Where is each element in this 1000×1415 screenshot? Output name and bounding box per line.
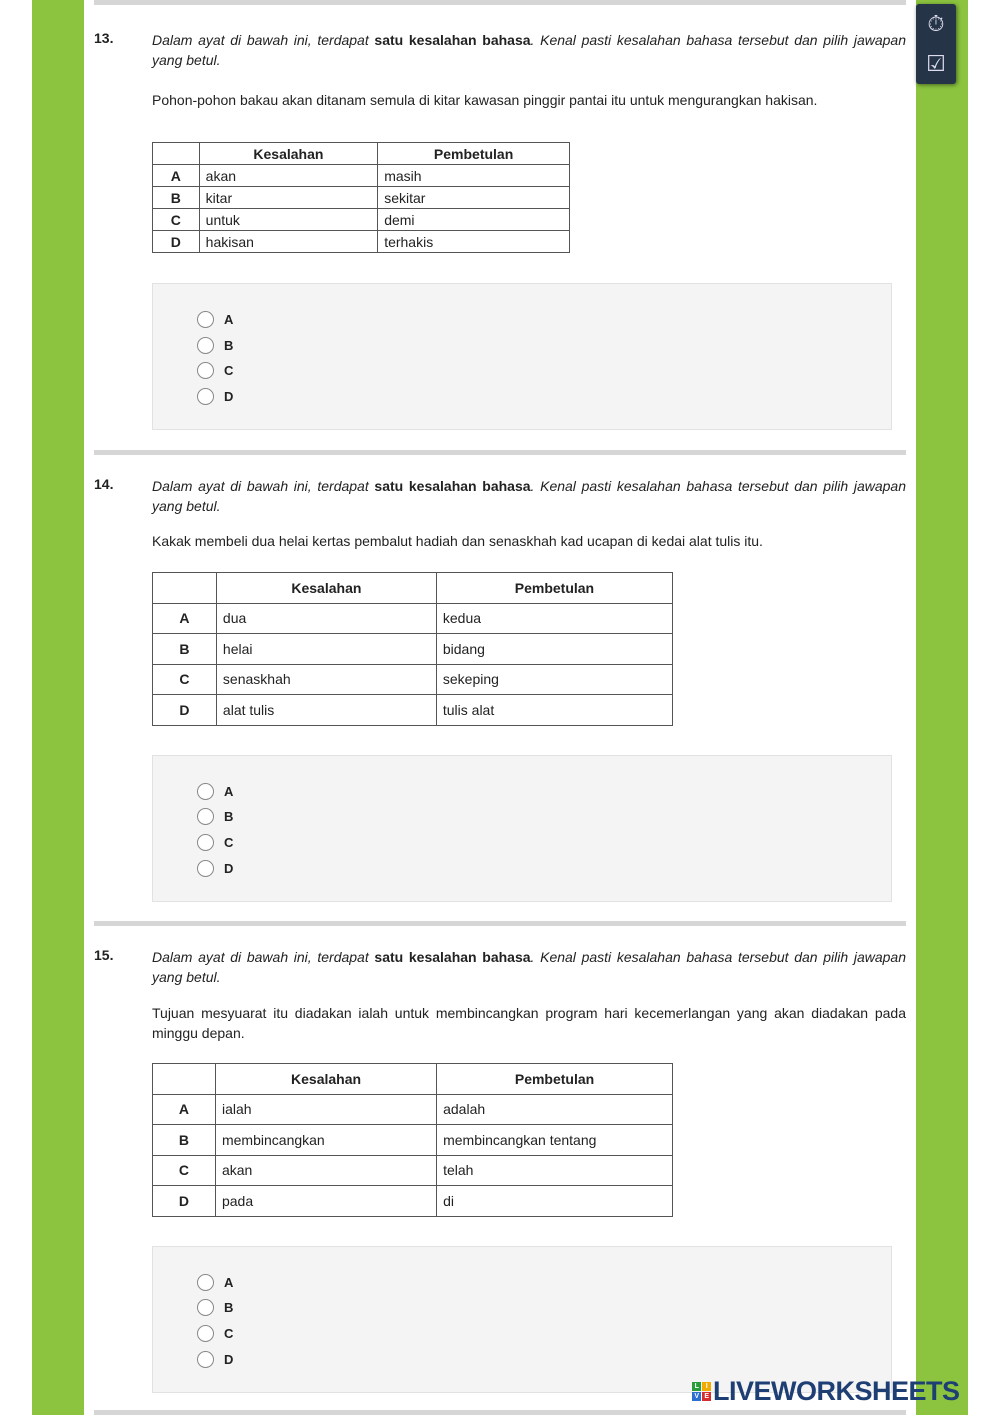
table-cell: B: [153, 634, 217, 665]
option-label: C: [224, 1326, 234, 1341]
table-cell: D: [153, 231, 200, 253]
question-instruction: [152, 30, 906, 70]
left-green-border: [32, 0, 84, 1415]
question-number: 15.: [94, 947, 114, 963]
table-header: Pembetulan: [437, 1064, 673, 1095]
instruction-bold: satu kesalahan bahasa: [374, 32, 531, 48]
question-number: 14.: [94, 476, 114, 492]
table-row: [153, 1155, 673, 1186]
radio-button[interactable]: [197, 1274, 214, 1291]
table-header: Kesalahan: [199, 143, 378, 165]
table-row: [153, 1186, 673, 1217]
table-row: [153, 187, 570, 209]
question-divider: [94, 0, 906, 5]
table-row: [153, 634, 673, 665]
liveworksheets-logo: [692, 1376, 960, 1407]
table-cell: C: [153, 664, 217, 695]
option-label: A: [224, 784, 234, 799]
option-label: D: [224, 389, 234, 404]
table-cell: pada: [215, 1186, 436, 1217]
table-cell: demi: [378, 209, 570, 231]
table-cell: senaskhah: [216, 664, 436, 695]
table-header: Pembetulan: [436, 573, 672, 604]
logo-badge-letter: I: [702, 1382, 711, 1391]
question-sentence: Tujuan mesyuarat itu diadakan ialah untuk membincangkan program hari kecemerlangan yang akan diadakan pada minggu depan.: [152, 1005, 906, 1041]
question-divider: [94, 921, 906, 926]
option-d[interactable]: [197, 860, 233, 877]
table-cell: A: [153, 165, 200, 187]
table-cell: helai: [216, 634, 436, 665]
table-row: [153, 695, 673, 726]
logo-badge: [692, 1382, 711, 1401]
table-cell: terhakis: [378, 231, 570, 253]
logo-badge-letter: V: [692, 1392, 701, 1401]
option-a[interactable]: [197, 783, 233, 800]
table-cell: adalah: [437, 1094, 673, 1125]
table-cell: D: [153, 1186, 216, 1217]
option-label: D: [224, 861, 234, 876]
table-row: [153, 165, 570, 187]
question-instruction: [152, 947, 906, 987]
option-label: A: [224, 312, 234, 327]
option-label: C: [224, 835, 234, 850]
logo-badge-letter: E: [702, 1392, 711, 1401]
table-cell: tulis alat: [436, 695, 672, 726]
option-a[interactable]: [197, 1274, 233, 1291]
table-cell: sekeping: [436, 664, 672, 695]
table-cell: C: [153, 1155, 216, 1186]
table-cell: A: [153, 603, 217, 634]
table-cell: alat tulis: [216, 695, 436, 726]
option-label: C: [224, 363, 234, 378]
table-cell: telah: [437, 1155, 673, 1186]
table-cell: masih: [378, 165, 570, 187]
option-a[interactable]: [197, 311, 233, 328]
table-cell: B: [153, 1125, 216, 1156]
table-cell: membincangkan: [215, 1125, 436, 1156]
table-cell: akan: [215, 1155, 436, 1186]
question-divider: [94, 450, 906, 455]
logo-badge-letter: L: [692, 1382, 701, 1391]
option-label: D: [224, 1352, 234, 1367]
table-row: [153, 209, 570, 231]
table-cell: B: [153, 187, 200, 209]
option-label: B: [224, 1300, 234, 1315]
logo-text: LIVEWORKSHEETS: [713, 1376, 960, 1406]
table-header: Pembetulan: [378, 143, 570, 165]
table-cell: kedua: [436, 603, 672, 634]
tool-panel: [916, 4, 956, 84]
answer-options-box: [152, 283, 892, 430]
radio-button[interactable]: [197, 362, 214, 379]
right-green-border: [916, 0, 968, 1415]
table-header-blank: [153, 143, 200, 165]
radio-button[interactable]: [197, 808, 214, 825]
radio-button[interactable]: [197, 783, 214, 800]
radio-button[interactable]: [197, 860, 214, 877]
table-row: [153, 1125, 673, 1156]
instruction-text: Dalam ayat di bawah ini, terdapat: [152, 949, 375, 965]
table-header-blank: [153, 573, 217, 604]
option-c[interactable]: [197, 362, 233, 379]
checklist-icon[interactable]: ☑: [926, 51, 946, 76]
question-divider: [94, 1410, 906, 1415]
radio-button[interactable]: [197, 1325, 214, 1342]
table-cell: hakisan: [199, 231, 378, 253]
table-cell: untuk: [199, 209, 378, 231]
option-b[interactable]: [197, 808, 233, 825]
radio-button[interactable]: [197, 1351, 214, 1368]
instruction-bold: satu kesalahan bahasa: [374, 949, 531, 965]
table-header-blank: [153, 1064, 216, 1095]
instruction-text: Dalam ayat di bawah ini, terdapat: [152, 478, 375, 494]
answer-options-box: [152, 1246, 892, 1393]
option-label: B: [224, 338, 234, 353]
table-header-row: [153, 143, 570, 165]
table-cell: bidang: [436, 634, 672, 665]
option-c[interactable]: [197, 1325, 233, 1342]
answer-table: [152, 572, 673, 726]
option-label: A: [224, 1275, 234, 1290]
timer-icon[interactable]: ⏱: [927, 11, 945, 36]
radio-button[interactable]: [197, 388, 214, 405]
table-header-row: [153, 573, 673, 604]
instruction-text: . Kenal pasti kesalahan bahasa tersebut dan pilih jawapan yang betul.: [152, 949, 906, 985]
instruction-text: . Kenal pasti kesalahan bahasa tersebut dan pilih jawapan yang betul.: [152, 32, 906, 68]
option-b[interactable]: [197, 1299, 233, 1316]
answer-table: [152, 1063, 673, 1217]
table-cell: D: [153, 695, 217, 726]
table-cell: dua: [216, 603, 436, 634]
instruction-bold: satu kesalahan bahasa: [374, 478, 531, 494]
answer-options-box: [152, 755, 892, 902]
instruction-text: Dalam ayat di bawah ini, terdapat: [152, 32, 375, 48]
table-cell: A: [153, 1094, 216, 1125]
table-cell: di: [437, 1186, 673, 1217]
table-cell: membincangkan tentang: [437, 1125, 673, 1156]
table-cell: C: [153, 209, 200, 231]
table-row: [153, 664, 673, 695]
table-cell: akan: [199, 165, 378, 187]
option-c[interactable]: [197, 834, 233, 851]
question-sentence: Pohon-pohon bakau akan ditanam semula di kitar kawasan pinggir pantai itu untuk mengurangkan hakisan.: [152, 92, 818, 108]
table-cell: kitar: [199, 187, 378, 209]
table-header: Kesalahan: [215, 1064, 436, 1095]
radio-button[interactable]: [197, 834, 214, 851]
instruction-text: . Kenal pasti kesalahan bahasa tersebut dan pilih jawapan yang betul.: [152, 478, 906, 514]
table-cell: ialah: [215, 1094, 436, 1125]
table-row: [153, 603, 673, 634]
option-b[interactable]: [197, 337, 233, 354]
answer-table: [152, 142, 570, 253]
table-row: [153, 1094, 673, 1125]
table-row: [153, 231, 570, 253]
option-d[interactable]: [197, 388, 233, 405]
question-sentence: Kakak membeli dua helai kertas pembalut hadiah dan senaskhah kad ucapan di kedai alat tulis itu.: [152, 533, 763, 549]
option-d[interactable]: [197, 1351, 233, 1368]
table-header: Kesalahan: [216, 573, 436, 604]
question-number: 13.: [94, 30, 114, 46]
radio-button[interactable]: [197, 1299, 214, 1316]
question-instruction: [152, 476, 906, 516]
radio-button[interactable]: [197, 337, 214, 354]
option-label: B: [224, 809, 234, 824]
table-cell: sekitar: [378, 187, 570, 209]
radio-button[interactable]: [197, 311, 214, 328]
table-header-row: [153, 1064, 673, 1095]
